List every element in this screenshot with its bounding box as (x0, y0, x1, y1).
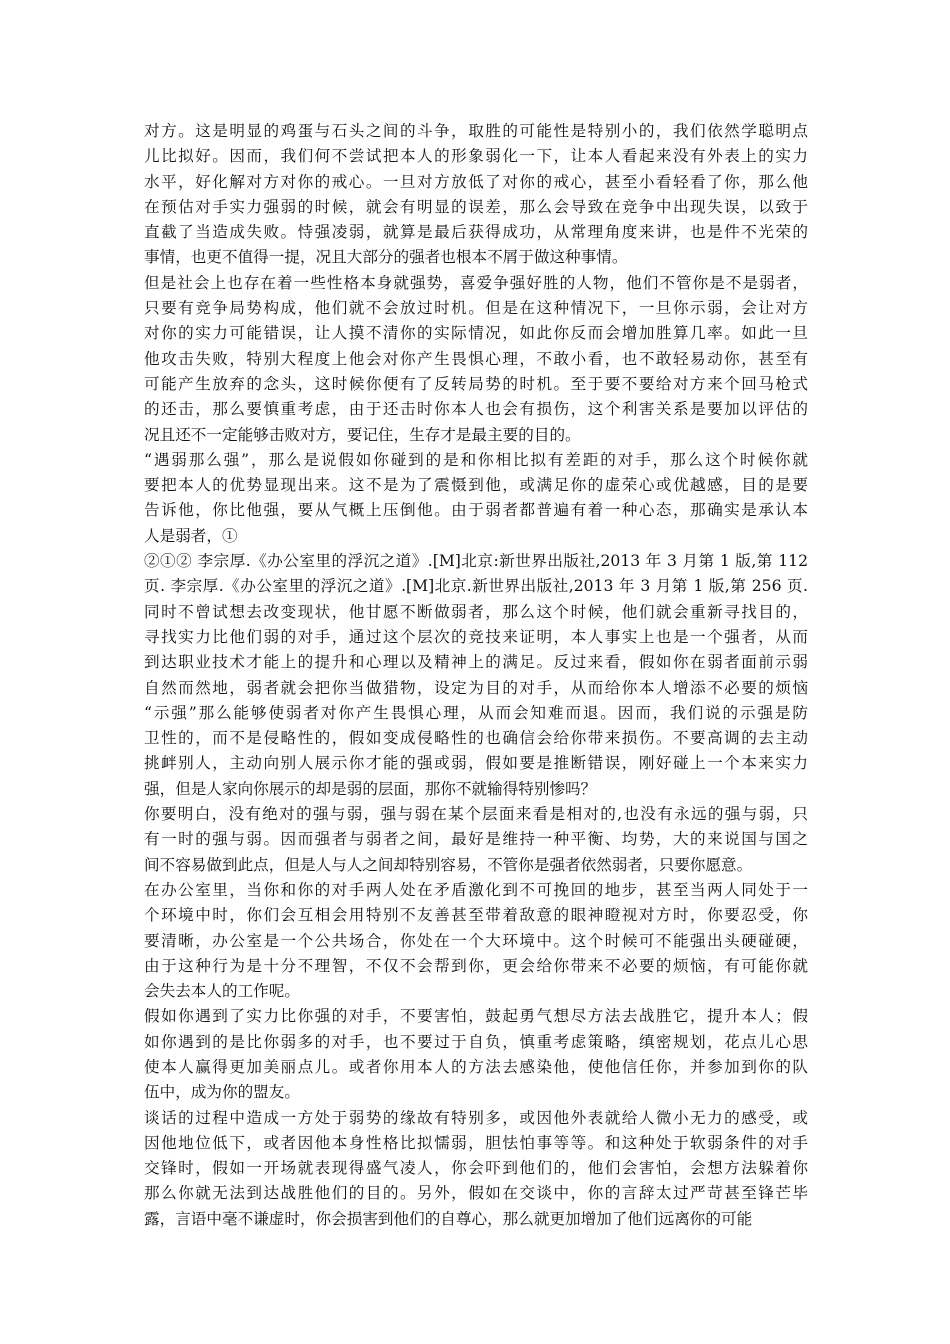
text-line: 有一时的强与弱。因而强者与弱者之间，最好是维持一种平衡、均势，大的来说国与国之 (144, 830, 808, 849)
text-line: 人是弱者，① (144, 526, 238, 545)
text-line: “示强”那么能够使弱者对你产生畏惧心理，从而会知难而退。因而，我们说的示强是防 (144, 703, 808, 722)
text-line: 到达职业技术才能上的提升和心理以及精神上的满足。反过来看，假如你在弱者面前示弱 (144, 653, 808, 672)
text-line: 露，言语中毫不谦虚时，你会损害到他们的自尊心，那么就更加增加了他们远离你的可能 (144, 1209, 753, 1228)
text-line: 但是社会上也存在着一些性格本身就强势，喜爱争强好胜的人物，他们不管你是不是弱者， (144, 273, 808, 292)
text-line: 要把本人的优势显现出来。这不是为了震慑到他，或满足你的虚荣心或优越感，目的是要 (144, 476, 808, 495)
text-line: 直截了当造成失败。恃强凌弱，就算是最后获得成功，从常理角度来讲，也是件不光荣的 (144, 223, 808, 242)
text-line: 假如你遇到了实力比你强的对手，不要害怕，鼓起勇气想尽方法去战胜它，提升本人；假 (144, 1007, 808, 1026)
text-line: 卫性的，而不是侵略性的，假如变成侵略性的也确信会给你带来损伤。不要高调的去主动 (144, 729, 808, 748)
text-line: 要清晰，办公室是一个公共场合，你处在一个大环境中。这个时候可不能强出头硬碰硬， (144, 931, 808, 950)
text-line: “遇弱那么强”，那么是说假如你碰到的是和你相比拟有差距的对手，那么这个时候你就 (144, 450, 808, 469)
text-line: 交锋时，假如一开场就表现得盛气凌人，你会吓到他们的，他们会害怕，会想方法躲着你 (144, 1159, 808, 1178)
text-line: 事情，也更不值得一提，况且大部分的强者也根本不屑于做这种事情。 (144, 248, 628, 267)
text-line: 对方。这是明显的鸡蛋与石头之间的斗争，取胜的可能性是特别小的，我们依然学聪明点 (144, 122, 808, 140)
text-line: 个环境中时，你们会互相会用特别不友善甚至带着敌意的眼神瞪视对方时，你要忍受，你 (144, 906, 808, 925)
text-line: 会失去本人的工作呢。 (144, 982, 300, 1001)
text-line: 只要有竞争局势构成，他们就不会放过时机。但是在这种情况下，一旦你示弱，会让对方 (144, 299, 808, 318)
text-line: 那么你就无法到达战胜他们的目的。另外，假如在交谈中，你的言辞太过严苛甚至锋芒毕 (144, 1184, 808, 1203)
text-line: 间不容易做到此点，但是人与人之间却特别容易，不管你是强者依然弱者，只要你愿意。 (144, 855, 753, 874)
text-line: 强，但是人家向你展示的却是弱的层面，那你不就输得特别惨吗？ (144, 779, 597, 798)
text-line: 由于这种行为是十分不理智，不仅不会帮到你，更会给你带来不必要的烦恼，有可能你就 (144, 956, 808, 975)
text-line: 可能产生放弃的念头，这时候你便有了反转局势的时机。至于要不要给对方来个回马枪式 (144, 374, 808, 393)
text-line: 自然而然地，弱者就会把你当做猎物，设定为目的对手，从而给你本人增添不必要的烦恼 (144, 678, 808, 697)
text-line: 水平，好化解对方对你的戒心。一旦对方放低了对你的戒心，甚至小看轻看了你，那么他 (144, 172, 808, 191)
text-line: 页. 李宗厚.《办公室里的浮沉之道》.[M]北京.新世界出版社,2013 年 3 月第 1 版,第 256 页. (144, 577, 808, 596)
text-line: 在办公室里，当你和你的对手两人处在矛盾激化到不可挽回的地步，甚至当两人同处于一 (144, 880, 808, 899)
text-line: 你要明白，没有绝对的强与弱，强与弱在某个层面来看是相对的,也没有永远的强与弱，只 (144, 805, 808, 824)
text-line: ②①② 李宗厚.《办公室里的浮沉之道》.[M]北京:新世界出版社,2013 年 3 月第 1 版,第 112 (144, 552, 808, 571)
text-line: 因他地位低下，或者因他本身性格比拟懦弱，胆怯怕事等等。和这种处于软弱条件的对手 (144, 1133, 808, 1152)
text-line: 儿比拟好。因而，我们何不尝试把本人的形象弱化一下，让本人看起来没有外表上的实力 (144, 147, 808, 166)
text-line: 同时不曾试想去改变现状，他甘愿不断做弱者，那么这个时候，他们就会重新寻找目的， (144, 602, 808, 621)
document-body (144, 119, 808, 1232)
text-line: 告诉他，你比他强，要从气概上压倒他。由于弱者都普遍有着一种心态，那确实是承认本 (144, 501, 808, 520)
text-line: 他攻击失败，特别大程度上他会对你产生畏惧心理，不敢小看，也不敢轻易动你，甚至有 (144, 349, 808, 368)
text-line: 如你遇到的是比你弱多的对手，也不要过于自负，慎重考虑策略，缜密规划，花点儿心思 (144, 1032, 808, 1051)
text-line: 伍中，成为你的盟友。 (144, 1083, 300, 1102)
text-line: 在预估对手实力强弱的时候，就会有明显的误差，那么会导致在竞争中出现失误，以致于 (144, 197, 808, 216)
text-line: 况且还不一定能够击败对方，要记住，生存才是最主要的目的。 (144, 425, 581, 444)
text-line: 挑衅别人，主动向别人展示你才能的强或弱，假如要是推断错误，刚好碰上一个本来实力 (144, 754, 808, 773)
text-line: 寻找实力比他们弱的对手，通过这个层次的竞技来证明，本人事实上也是一个强者，从而 (144, 627, 808, 646)
text-line: 使本人赢得更加美丽点儿。或者你用本人的方法去感染他，使他信任你，并参加到你的队 (144, 1057, 808, 1076)
text-line: 的还击，那么要慎重考虑，由于还击时你本人也会有损伤，这个利害关系是要加以评估的 (144, 400, 808, 419)
text-line: 谈话的过程中造成一方处于弱势的缘故有特别多，或因他外表就给人微小无力的感受，或 (144, 1108, 808, 1127)
text-line: 对你的实力可能错误，让人摸不清你的实际情况，如此你反而会增加胜算几率。如此一旦 (144, 324, 808, 343)
